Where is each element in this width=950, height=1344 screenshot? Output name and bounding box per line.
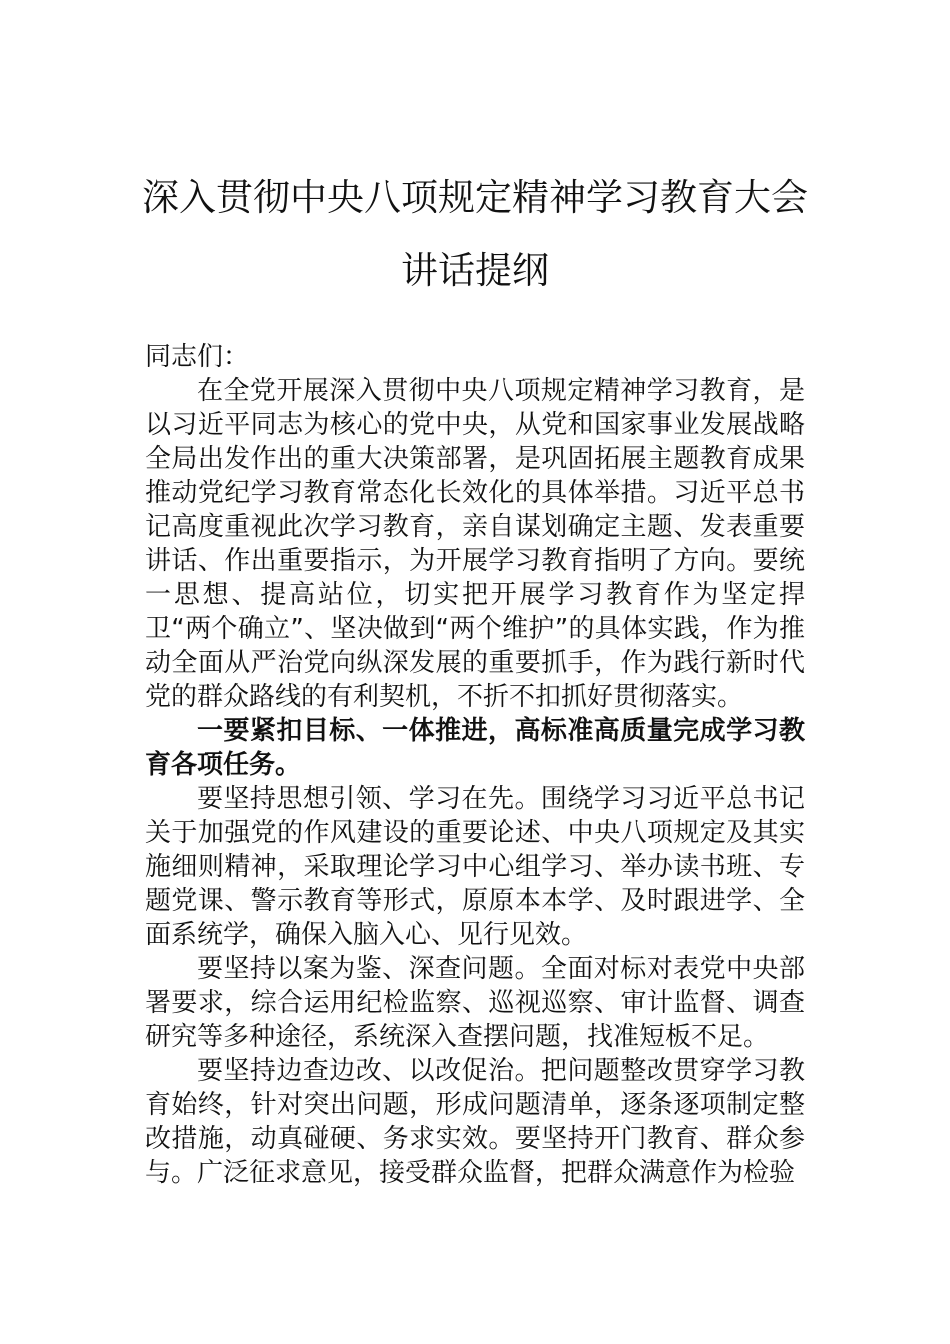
paragraph-investigate: 要坚持以案为鉴、深查问题。全面对标对表党中央部署要求，综合运用纪检监察、巡视巡察、审计监督、调查研究等多种途径，系统深入查摆问题，找准短板不足。: [145, 954, 805, 1052]
paragraph-study: 要坚持思想引领、学习在先。围绕学习习近平总书记关于加强党的作风建设的重要论述、中央八项规定及其实施细则精神，采取理论学习中心组学习、举办读书班、专题党课、警示教育等形式，原原本本学、及时跟进学、全面系统学，确保入脑入心、见行见效。: [145, 784, 805, 950]
paragraph-rectify: 要坚持边查边改、以改促治。把问题整改贯穿学习教育始终，针对突出问题，形成问题清单，逐条逐项制定整改措施，动真碰硬、务求实效。要坚持开门教育、群众参与。广泛征求意见，接受群众监督，把群众满意作为检验: [145, 1056, 805, 1188]
section-heading-1: 一要紧扣目标、一体推进，高标准高质量完成学习教育各项任务。: [145, 716, 805, 780]
paragraph-intro: 在全党开展深入贯彻中央八项规定精神学习教育，是以习近平同志为核心的党中央，从党和国家事业发展战略全局出发作出的重大决策部署，是巩固拓展主题教育成果推动党纪学习教育常态化长效化的具体举措。习近平总书记高度重视此次学习教育，亲自谋划确定主题、发表重要讲话、作出重要指示，为开展学习教育指明了方向。要统一思想、提高站位，切实把开展学习教育作为坚定捍卫“两个确立”、坚决做到“两个维护”的具体实践，作为推动全面从严治党向纵深发展的重要抓手，作为践行新时代党的群众路线的有利契机，不折不扣抓好贯彻落实。: [145, 376, 805, 712]
document-title-line-1: 深入贯彻中央八项规定精神学习教育大会: [142, 176, 808, 219]
salutation: 同志们：: [145, 342, 250, 372]
document-title-line-2: 讲话提纲: [401, 249, 549, 292]
document-body: [145, 340, 805, 1190]
